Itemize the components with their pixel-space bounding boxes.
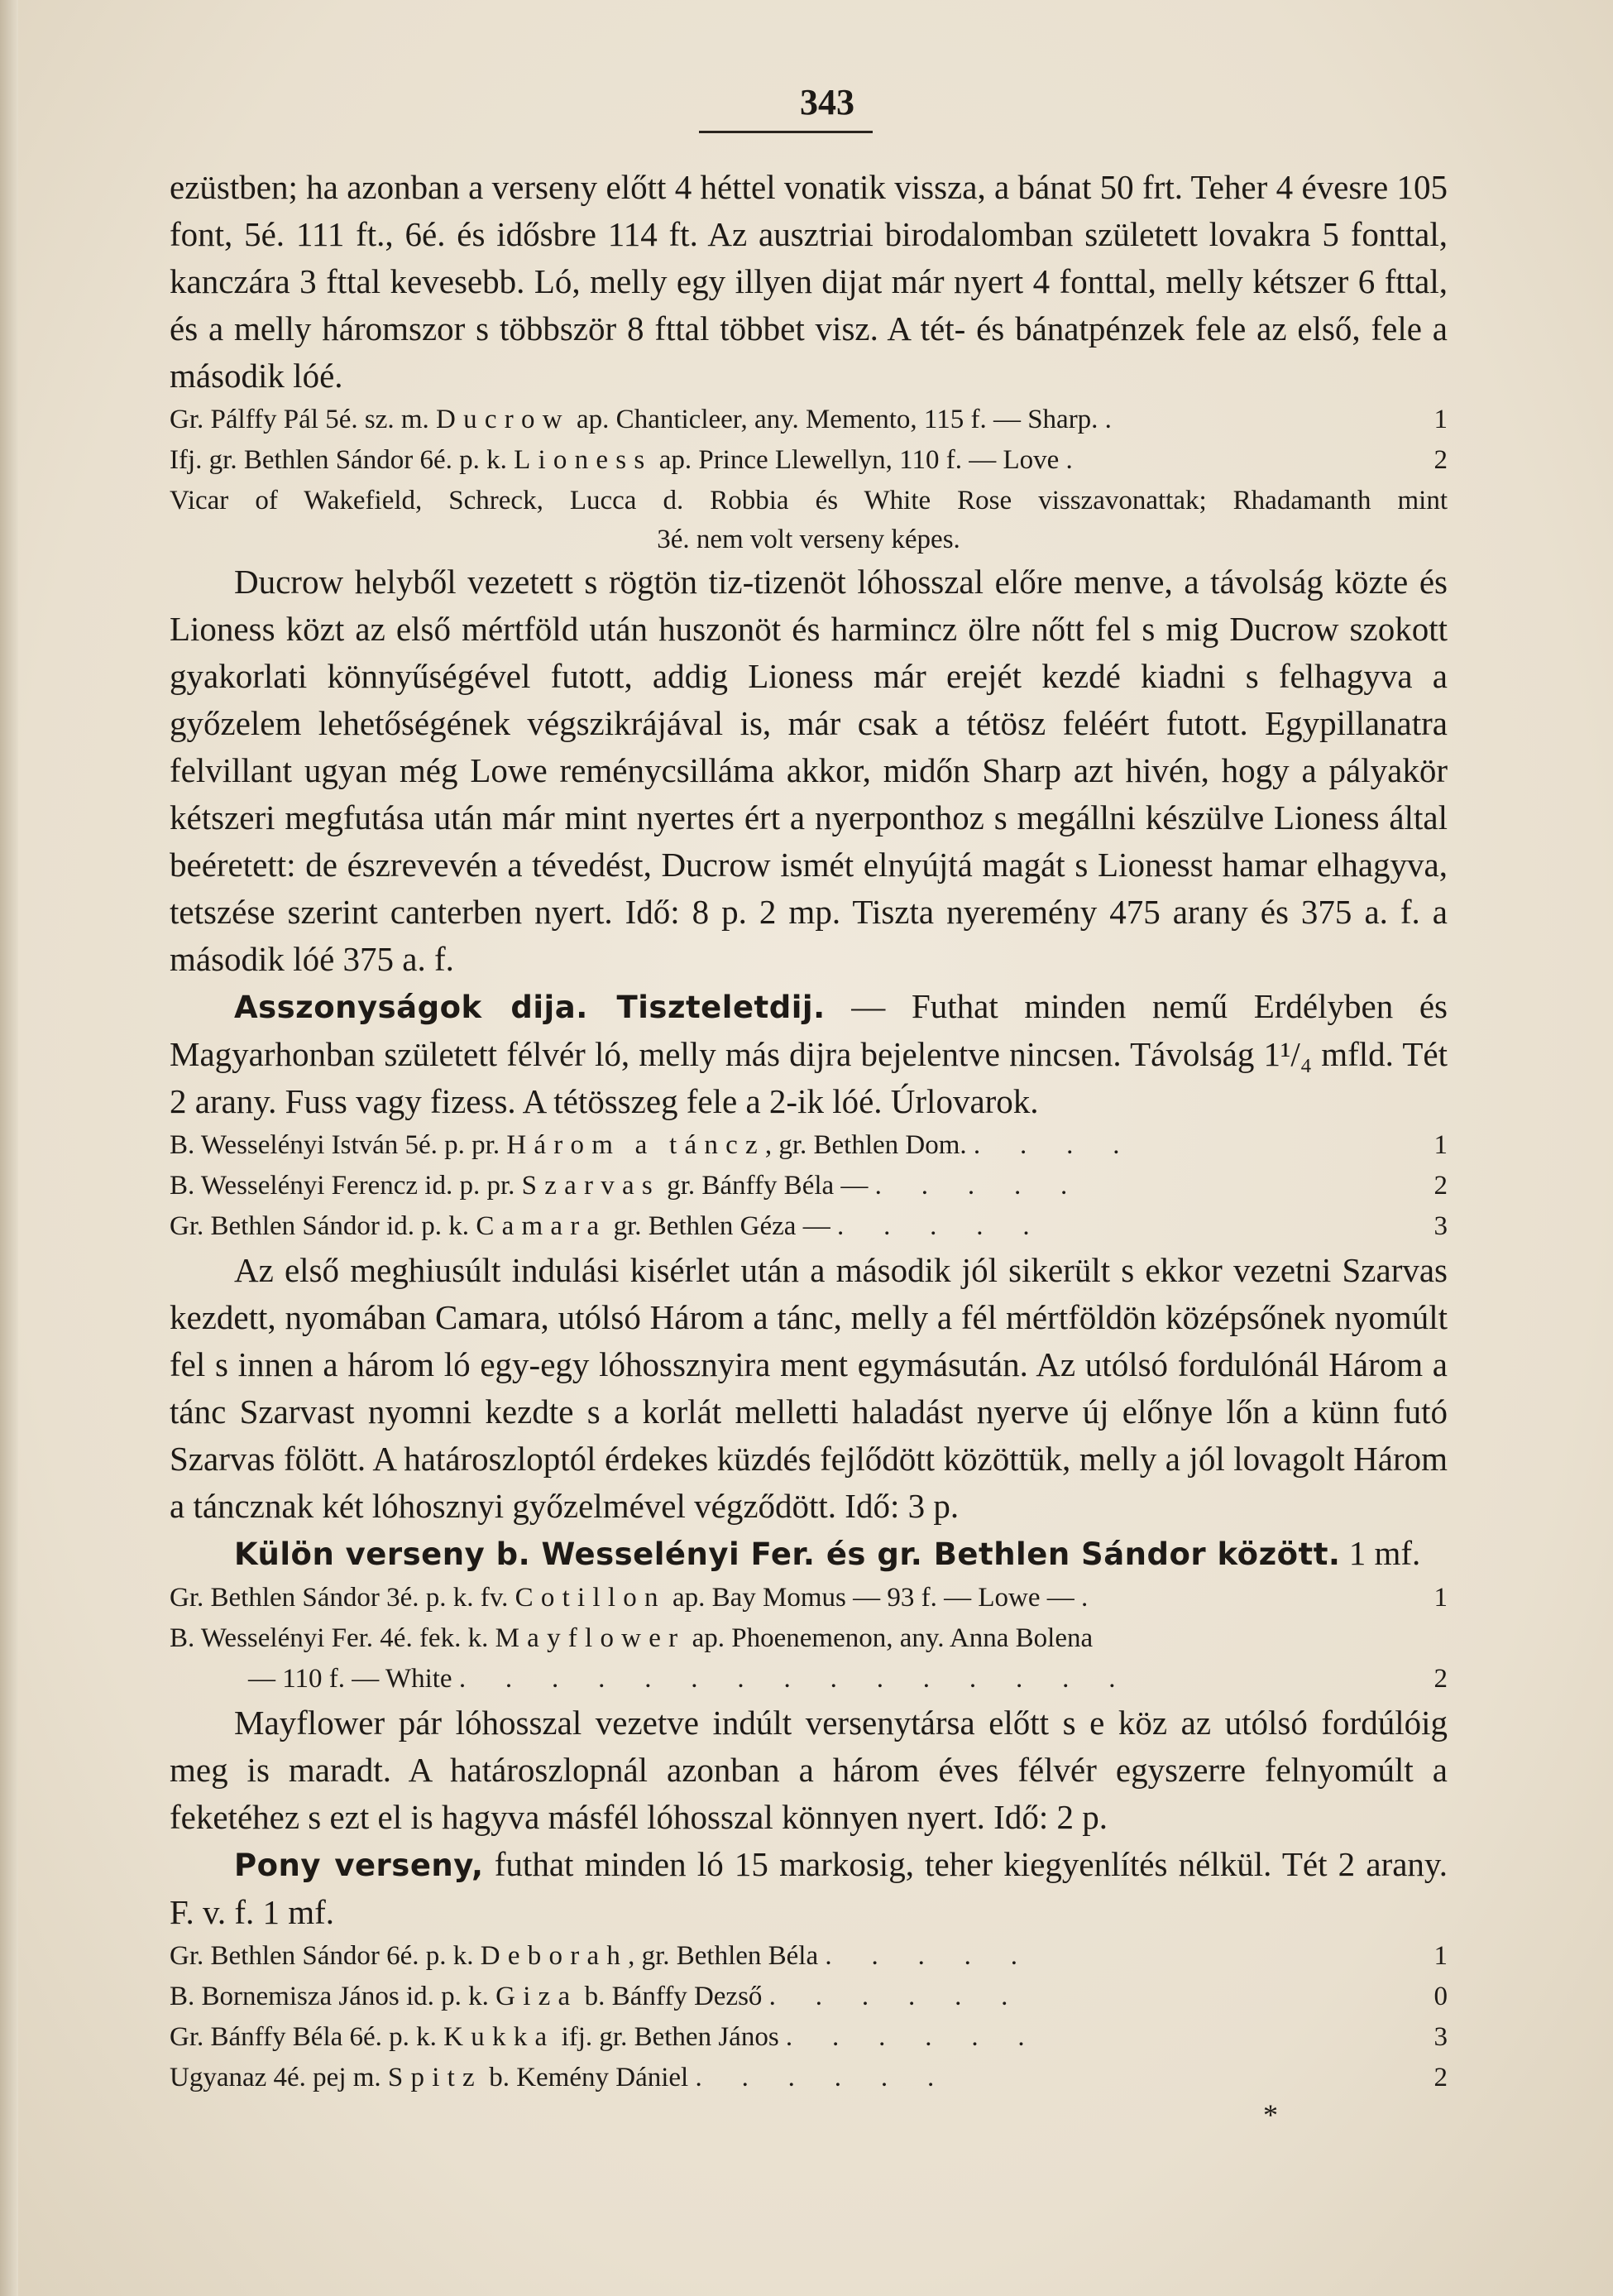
race3-entry-2-cont [170, 1659, 1448, 1699]
leader-dots: . . . . . . [785, 2022, 1041, 2052]
race1-entry-1 [170, 400, 1448, 440]
entry-horse: Deborah [480, 1941, 629, 1971]
entry-owner: Gr. Bethlen Sándor 6é. p. k. [170, 1941, 474, 1971]
race1-note: Vicar of Wakefield, Schreck, Lucca d. Robbia és White Rose visszavonattak; Rhadamanth mint [170, 486, 1448, 515]
entry-details: ap. Prince Llewellyn, 110 f. — Love . [658, 445, 1073, 475]
entry-owner: Ifj. gr. Bethlen Sándor 6é. p. k. [170, 445, 507, 475]
entry-details: , gr. Bethlen Dom. [764, 1130, 967, 1160]
entry-horse: Giza [495, 1982, 578, 2011]
race3-title: Külön verseny b. Wesselényi Fer. és gr. Bethlen Sándor között. [234, 1536, 1341, 1572]
entry-details: — 110 f. — White [248, 1664, 452, 1694]
leader-dots: . . . . . [874, 1171, 1084, 1201]
entry-horse: Szarvas [521, 1171, 660, 1201]
entry-owner: Gr. Pálffy Pál 5é. sz. m. [170, 405, 429, 434]
entry-place: 1 [1434, 1130, 1448, 1160]
leader-dots: . . . . [973, 1130, 1137, 1160]
entry-owner: B. Wesselényi István 5é. p. pr. [170, 1130, 500, 1160]
race4-conditions: futhat minden ló 15 markosig, teher kiegyenlítés nélkül. Tét 2 arany. F. v. f. 1 mf. [170, 1845, 1448, 1931]
binding-shadow [0, 0, 18, 2296]
race4-heading [170, 1841, 1448, 1936]
race4-title: Pony verseny, [234, 1848, 484, 1883]
entry-details: , gr. Bethlen Béla [628, 1941, 819, 1971]
entry-owner: B. Wesselényi Ferencz id. p. pr. [170, 1171, 515, 1201]
paragraph-conditions: ezüstben; ha azonban a verseny előtt 4 héttel vonatik vissza, a bánat 50 frt. Teher 4 évesre 105 font, 5é. 111 ft., 6é. és idősbre 114 ft. Az ausztriai birodalomban született lovakra 5 fonttal, kanczára 3 fttal kevesebb. Ló, melly egy illyen dijat már nyert 4 fonttal, melly kétszer 6 fttal, és a melly háromszor s többször 8 fttal többet visz. A tét- és bánatpénzek fele az első, fele a második lóé. [170, 168, 1448, 395]
page-number: 343 [800, 82, 854, 122]
entry-owner: Ugyanaz 4é. pej m. [170, 2063, 381, 2092]
leader-dots: . . . . . . [695, 2063, 951, 2092]
entry-place: 1 [1434, 1941, 1448, 1971]
entry-details: ap. Phoenemenon, any. Anna Bolena [692, 1623, 1094, 1653]
race4-entry-4 [170, 2058, 1448, 2098]
race1-note-cont: 3é. nem volt verseny képes. [657, 525, 960, 554]
entry-place: 3 [1434, 1211, 1448, 1241]
entry-place: 2 [1434, 445, 1448, 475]
entry-details: b. Bánffy Dezső [584, 1982, 763, 2011]
race2-entry-2 [170, 1166, 1448, 1206]
entry-place: 2 [1434, 2063, 1448, 2092]
entry-owner: B. Bornemisza János id. p. k. [170, 1982, 489, 2011]
race3-distance: 1 mf. [1348, 1534, 1421, 1572]
entry-horse: Ducrow [436, 405, 570, 434]
page-body [170, 164, 1448, 2098]
entry-place: 0 [1434, 1982, 1448, 2011]
race3-entry-1 [170, 1578, 1448, 1618]
race2-narrative: Az első meghiusúlt indulási kisérlet után a második jól sikerült s ekkor vezetni Szarvas kezdett, nyomában Camara, utólsó Három a tánc, melly a fél mértföldön középsőnek nyomúlt fel s innen a három ló egy-egy lóhossznyira ment egymásután. Az utólsó fordulónál Három a tánc Szarvast nyomni kezdte s a korlát melletti haladást nyerve új előnye lőn a künn futó Szarvas fölött. A határoszloptól érdekes küzdés fejlődött közöttük, melly a jól lovagolt Három a tánсznak két lóhosznyi győzelmével végződött. Idő: 3 p. [170, 1251, 1448, 1525]
leader-dots: . . . . . . [768, 1982, 1025, 2011]
entry-owner: Gr. Bethlen Sándor id. p. k. [170, 1211, 470, 1241]
entry-horse: Lioness [514, 445, 653, 475]
entry-horse: Spitz [387, 2063, 482, 2092]
race2-heading [170, 983, 1448, 1125]
race4-entry-2 [170, 1977, 1448, 2017]
race2-entry-1 [170, 1125, 1448, 1166]
entry-owner: Gr. Bánffy Béla 6é. p. k. [170, 2022, 437, 2052]
entry-place: 1 [1434, 405, 1448, 434]
entry-details: ifj. gr. Bethen János [561, 2022, 779, 2052]
entry-owner: B. Wesselényi Fer. 4é. fek. k. [170, 1623, 489, 1653]
entry-details: ap. Bay Momus — 93 f. — Lowe — . [672, 1583, 1089, 1613]
race2-title: Asszonyságok dija. Tiszteletdij. [234, 990, 826, 1025]
race3-heading [170, 1530, 1448, 1578]
leader-dots: . . . . . . . . . . . . . . . [458, 1664, 1132, 1694]
entry-place: 3 [1434, 2022, 1448, 2052]
entry-horse: Mayflower [495, 1623, 686, 1653]
race1-narrative: Ducrow helyből vezetett s rögtön tiz-tizenöt lóhosszal előre menve, a távolság közte és Lioness közt az első mértföld után huszonöt és harmincz ölre nőtt fel s mig Ducrow szokott gyakorlati könnyűségével futott, addig Lioness már erejét kezdé kiadni s felhagyva a győzelem lehetőségének végszikrájával is, már csak a tétösz feléért futott. Egypillanatra felvillant ugyan még Lowe reménycsilláma akkor, midőn Sharp azt hivén, hogy a pályakör kétszeri megfutása után már mint nyertes ért a nyerponthoz s megállni készülve Lioness által beéretett: de észrevevén a tévedést, Ducrow ismét elnyújtá magát s Lionesst hamar elhagyva, tetszése szerint canterben nyert. Idő: 8 p. 2 mp. Tiszta nyeremény 475 arany és 375 a. f. a második lóé 375 a. f. [170, 563, 1448, 978]
entry-details: gr. Bánffy Béla — [667, 1171, 869, 1201]
entry-details: b. Kemény Dániel [489, 2063, 689, 2092]
entry-details: gr. Bethlen Géza — [613, 1211, 830, 1241]
entry-horse: Három a táncz [506, 1130, 765, 1160]
entry-place: 1 [1434, 1583, 1448, 1613]
entry-place: 2 [1434, 1664, 1448, 1694]
entry-place: 2 [1434, 1171, 1448, 1201]
race4-entry-1 [170, 1936, 1448, 1977]
page-number-rule [699, 131, 873, 133]
race4-entry-3 [170, 2017, 1448, 2058]
race2-conditions: — Futhat minden nemű Erdélyben és Magyarhonban született félvér ló, melly más dijra bejelentve nincsen. Távolság 1¹/₄ mfld. Tét 2 arany. Fuss vagy fizess. A tétösszeg fele a 2-ik lóé. Úrlovarok. [170, 987, 1448, 1120]
race2-entry-3 [170, 1206, 1448, 1247]
race3-entry-2 [170, 1618, 1448, 1659]
entry-owner: Gr. Bethlen Sándor 3é. p. k. fv. [170, 1583, 509, 1613]
leader-dots: . . . . . [825, 1941, 1034, 1971]
leader-dots: . . . . . [836, 1211, 1046, 1241]
entry-details: ap. Chanticleer, any. Memento, 115 f. — Sharp. . [577, 405, 1112, 434]
footer-asterisk: * [1263, 2098, 1278, 2131]
race3-narrative: Mayflower pár lóhosszal vezetve indúlt versenytársa előtt s e köz az utólsó fordúlóig meg is maradt. A határoszlopnál azonban a három éves félvér egyszerre felnyomúlt a feketéhez s ezt el is hagyva másfél lóhosszal könnyen nyert. Idő: 2 p. [170, 1704, 1448, 1836]
race1-entry-2 [170, 440, 1448, 481]
entry-horse: Kukka [443, 2022, 555, 2052]
entry-horse: Cotillon [515, 1583, 666, 1613]
entry-horse: Camara [476, 1211, 607, 1241]
